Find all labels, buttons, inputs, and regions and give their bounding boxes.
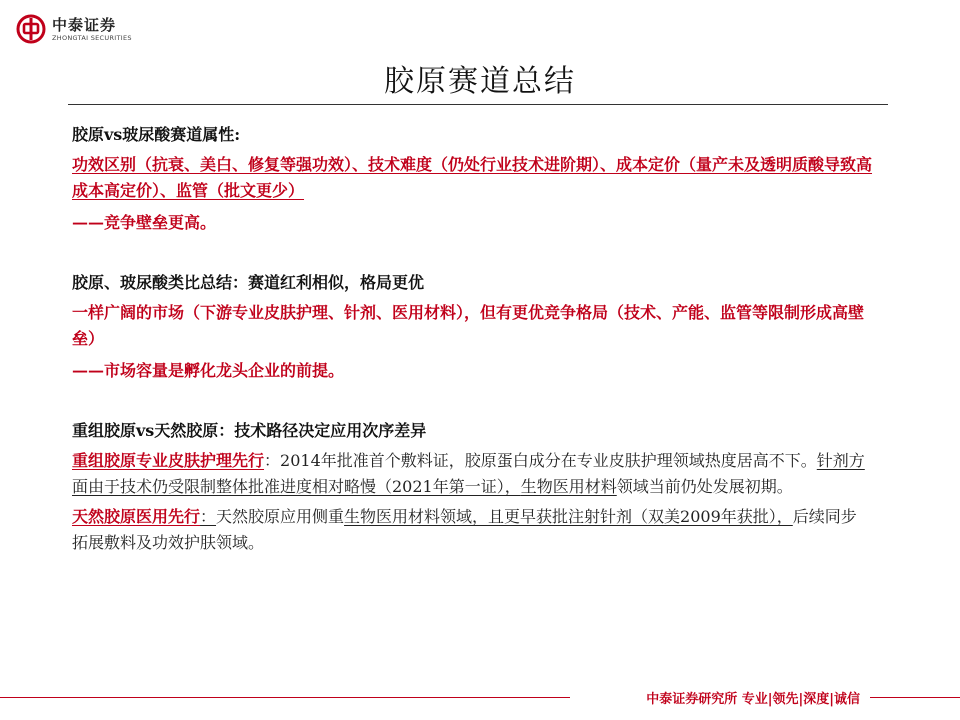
recombinant-label: 重组胶原专业皮肤护理先行 bbox=[72, 451, 265, 470]
section-3-paragraph-1 bbox=[72, 448, 872, 500]
p2-colon: ： bbox=[200, 507, 217, 526]
section-1-conclusion: ——竞争壁垒更高。 bbox=[72, 213, 217, 232]
p1-text-a: 2014年批准首个敷料证，胶原蛋白成分在专业皮肤护理领域热度居高不下。 bbox=[280, 451, 817, 470]
p1-colon: ： bbox=[264, 451, 281, 470]
section-2-heading: 胶原、玻尿酸类比总结：赛道红利相似，格局更优 bbox=[72, 273, 425, 292]
p1-text-b: 针剂方面由于技术仍受限制整体批准进度相对略慢（2021年第一证）， bbox=[72, 451, 865, 496]
section-1-heading: 胶原vs玻尿酸赛道属性: bbox=[72, 125, 241, 144]
company-logo bbox=[16, 14, 166, 48]
footer-rule-left bbox=[0, 697, 570, 698]
title-divider bbox=[68, 104, 888, 105]
p2-text-b: 生物医用材料领域，且更早获批注射针剂（双美2009年获批）， bbox=[344, 507, 793, 526]
page-title: 胶原赛道总结 bbox=[384, 64, 576, 99]
logo-name: 中泰证券 bbox=[52, 16, 117, 34]
p2-text-c: 后续同步拓展敷料及功效护肤领域。 bbox=[72, 507, 857, 552]
footer-slogan: 中泰证券研究所 专业|领先|深度|诚信 bbox=[638, 688, 860, 707]
p1-text-c: 生物医用材料 bbox=[520, 477, 617, 496]
section-3-heading: 重组胶原vs天然胶原：技术路径决定应用次序差异 bbox=[72, 421, 427, 440]
section-3-paragraph-2 bbox=[72, 504, 872, 556]
main-content bbox=[72, 122, 872, 556]
p1-text-d: 领域当前仍处发展初期。 bbox=[616, 477, 793, 496]
zhongtai-logo-icon bbox=[16, 14, 46, 44]
section-2-conclusion: ——市场容量是孵化龙头企业的前提。 bbox=[72, 361, 345, 380]
section-1-points-text: 功效区别（抗衰、美白、修复等强功效）、技术难度（仍处行业技术进阶期）、成本定价（量产未及透明质酸导致高成本高定价）、监管（批文更少） bbox=[72, 155, 873, 200]
section-1-points bbox=[72, 152, 872, 204]
section-2-points: 一样广阔的市场（下游专业皮肤护理、针剂、医用材料），但有更优竞争格局（技术、产能、监管等限制形成高壁垒） bbox=[72, 303, 865, 348]
logo-subtitle: ZHONGTAI SECURITIES bbox=[52, 34, 132, 42]
natural-label: 天然胶原医用先行 bbox=[72, 507, 201, 526]
footer-rule-right bbox=[870, 697, 960, 698]
p2-text-a: 天然胶原应用侧重 bbox=[216, 507, 345, 526]
